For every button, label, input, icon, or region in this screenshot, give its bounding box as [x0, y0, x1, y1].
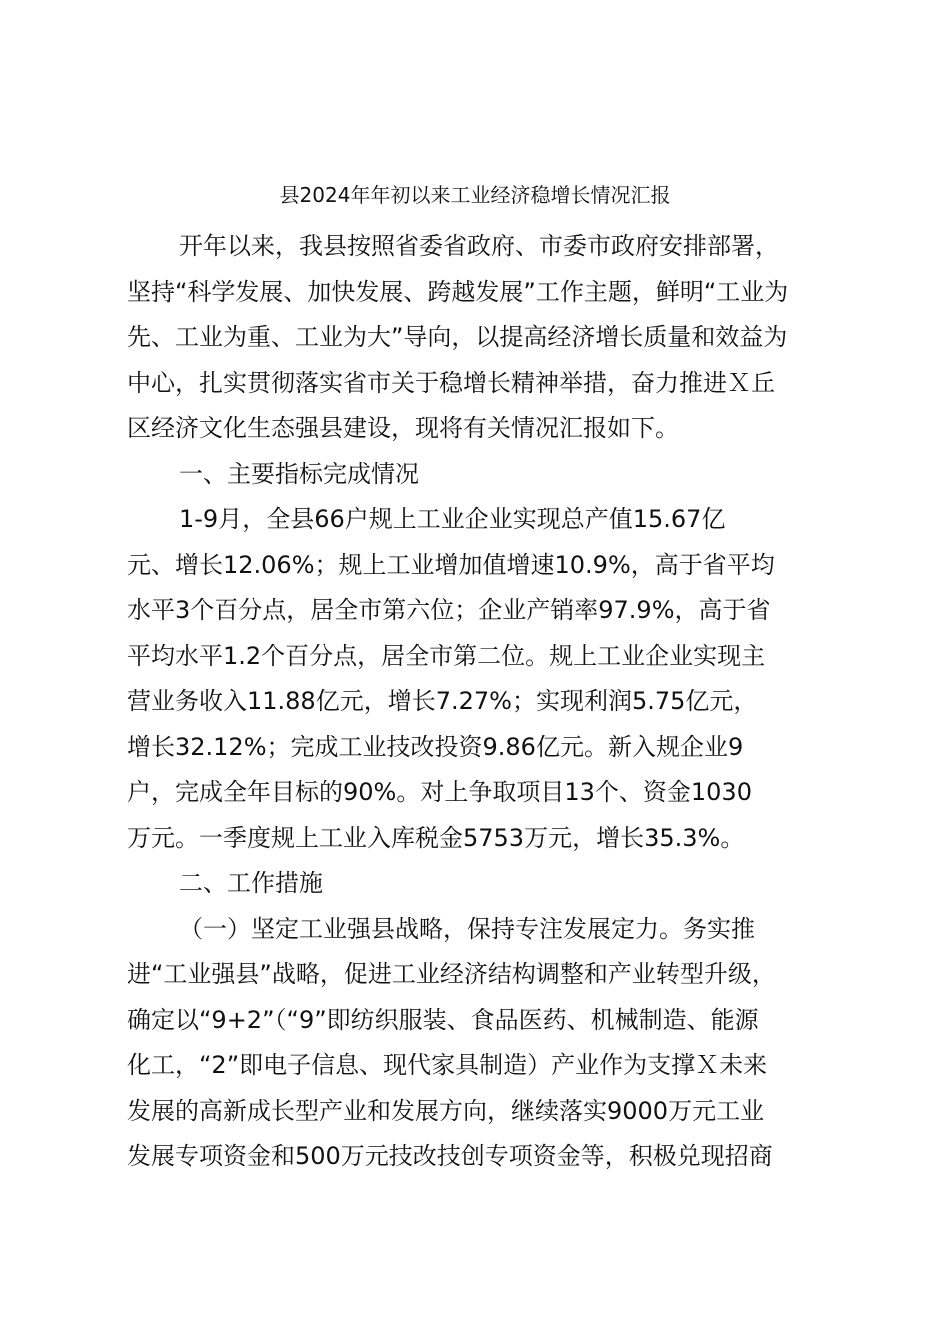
text-line: 增长32.12%；完成工业技改投资9.86亿元。新入规企业9: [127, 732, 744, 761]
text-line: 二、工作措施: [179, 869, 323, 897]
text-line: 化工，“2”即电子信息、现代家具制造）产业作为支撑Ｘ未来: [127, 1051, 768, 1079]
text-line: 水平3个百分点，居全市第六位；企业产销率97.9%，高于省: [127, 596, 771, 624]
text-line: 中心，扎实贯彻落实省市关于稳增长精神举措，奋力推进Ｘ丘: [127, 368, 775, 397]
text-line: 先、工业为重、工业为大”导向，以提高经济增长质量和效益为: [127, 323, 788, 351]
text-line: 元、增长12.06%；规上工业增加值增速10.9%，高于省平均: [127, 550, 775, 579]
text-line: 确定以“9+2”（“9”即纺织服装、食品医药、机械制造、能源: [127, 1005, 759, 1034]
text-line: 区经济文化生态强县建设，现将有关情况汇报如下。: [127, 414, 679, 442]
text-line: 发展的高新成长型产业和发展方向，继续落实9000万元工业: [127, 1096, 765, 1125]
text-line: 一、主要指标完成情况: [179, 459, 419, 488]
text-line: 1-9月，全县66户规上工业企业实现总产值15.67亿: [179, 505, 726, 533]
text-line: 万元。一季度规上工业入库税金5753万元，增长35.3%。: [127, 823, 745, 852]
text-line: 户，完成全年目标的90%。对上争取项目13个、资金1030: [127, 778, 752, 806]
document-title: 县2024年年初以来工业经济稳增长情况汇报: [279, 183, 671, 207]
text-line: （一）坚定工业强县战略，保持专注发展定力。务实推: [179, 914, 755, 943]
text-line: 发展专项资金和500万元技改技创专项资金等，积极兑现招商: [127, 1142, 773, 1170]
text-line: 坚持“科学发展、加快发展、跨越发展”工作主题，鲜明“工业为: [127, 277, 789, 306]
text-line: 开年以来，我县按照省委省政府、市委市政府安排部署，: [179, 232, 779, 260]
text-line: 营业务收入11.88亿元，增长7.27%；实现利润5.75亿元，: [127, 687, 758, 715]
document-body: [127, 224, 837, 1180]
text-line: 平均水平1.2个百分点，居全市第二位。规上工业企业实现主: [127, 641, 766, 670]
text-line: 进“工业强县”战略，促进工业经济结构调整和产业转型升级，: [127, 960, 776, 988]
